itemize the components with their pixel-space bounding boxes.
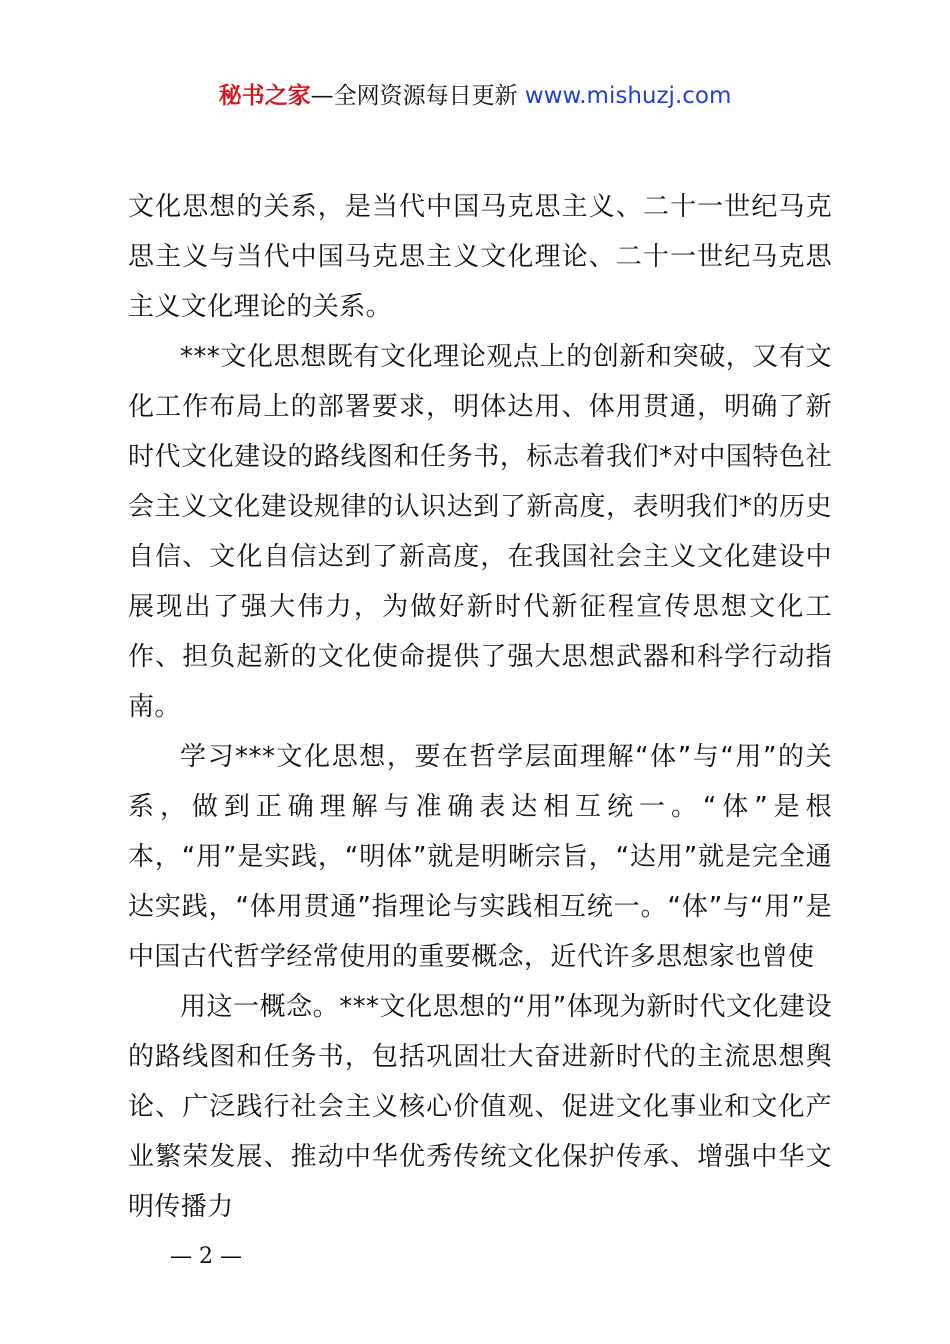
paragraph-3: 学习***文化思想，要在哲学层面理解“体”与“用”的关系，做到正确理解与准确表达相互统一。“体”是根本，“用”是实践，“明体”就是明晰宗旨，“达用”就是完全通达实践，“体用贯通”指理论与实践相互统一。“体”与“用”是中国古代哲学经常使用的重要概念，近代许多思想家也曾使 [128,742,832,972]
paragraph-1: 文化思想的关系，是当代中国马克思主义、二十一世纪马克思主义与当代中国马克思主义文化理论、二十一世纪马克思主义文化理论的关系。 [128,192,832,322]
paragraph-4: 用这一概念。***文化思想的“用”体现为新时代文化建设的路线图和任务书，包括巩固壮大奋进新时代的主流思想舆论、广泛践行社会主义核心价值观、促进文化事业和文化产业繁荣发展、推动中华优秀传统文化保护传承、增强中华文明传播力 [128,992,832,1222]
site-header [0,80,950,112]
site-url-link[interactable]: www.mishuzj.com [524,83,732,109]
brand-name: 秘书之家 [218,83,311,109]
document-body [128,182,832,1232]
header-tagline: —全网资源每日更新 [310,83,518,109]
paragraph-2: ***文化思想既有文化理论观点上的创新和突破，又有文化工作布局上的部署要求，明体达用、体用贯通，明确了新时代文化建设的路线图和任务书，标志着我们*对中国特色社会主义文化建设规律的认识达到了新高度，表明我们*的历史自信、文化自信达到了新高度，在我国社会主义文化建设中展现出了强大伟力，为做好新时代新征程宣传思想文化工作、担负起新的文化使命提供了强大思想武器和科学行动指南。 [128,342,832,722]
page-number: — 2 — [170,1244,242,1269]
